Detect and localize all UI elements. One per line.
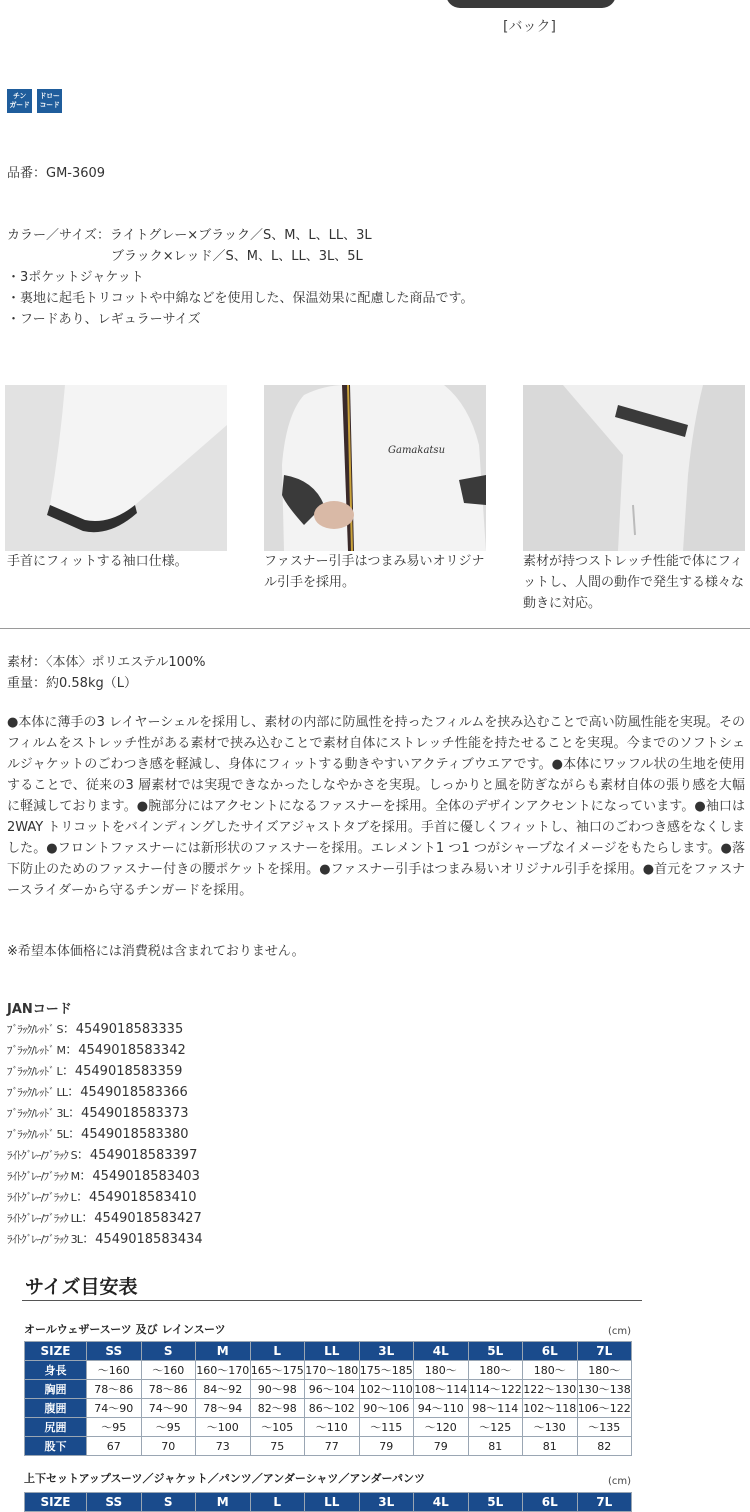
size-cell: 74～90	[87, 1399, 142, 1418]
size-cell: 79	[359, 1437, 414, 1456]
size-header-cell: 5L	[468, 1342, 523, 1361]
size-header-cell: 3L	[359, 1342, 414, 1361]
cuff-detail-image	[5, 385, 227, 551]
size-header-cell: 3L	[359, 1493, 414, 1512]
size-header-cell: 4L	[414, 1342, 469, 1361]
zipper-detail-image	[264, 385, 486, 551]
size-cell: 160～170	[196, 1361, 251, 1380]
size-row-label: 胸囲	[25, 1380, 87, 1399]
back-view-caption: [バック]	[503, 19, 556, 35]
size-header-cell: 5L	[468, 1493, 523, 1512]
size-cell: 78～94	[196, 1399, 251, 1418]
size-table-2	[24, 1492, 632, 1512]
chin-guard-badge-icon: チン ガード	[7, 89, 32, 113]
size-guide-title: サイズ目安表	[25, 1276, 138, 1298]
size-cell: 70	[141, 1437, 196, 1456]
jan-row: ﾌﾞﾗｯｸ/ﾚｯﾄﾞ 3L：4549018583373	[7, 1106, 189, 1121]
size-header-cell: 7L	[577, 1342, 632, 1361]
size-cell: 122～130	[523, 1380, 578, 1399]
feature-item: ・3ポケットジャケット	[7, 270, 144, 285]
size-header-cell: S	[141, 1493, 196, 1512]
size-table-1-title: オールウェザースーツ 及び レインスーツ	[24, 1323, 226, 1336]
jan-title: JANコード	[7, 1002, 72, 1017]
size-cell: 78～86	[141, 1380, 196, 1399]
weight-info: 重量：約0.58kg（L）	[7, 676, 137, 691]
size-header-cell: 6L	[523, 1342, 578, 1361]
size-cell: 90～98	[250, 1380, 305, 1399]
jan-row: ﾌﾞﾗｯｸ/ﾚｯﾄﾞ 5L：4549018583380	[7, 1127, 189, 1142]
size-table-row	[25, 1380, 632, 1399]
size-cell: 130～138	[577, 1380, 632, 1399]
size-guide-rule	[22, 1300, 642, 1301]
size-cell: 86～102	[305, 1399, 360, 1418]
size-cell: 67	[87, 1437, 142, 1456]
size-cell: ～100	[196, 1418, 251, 1437]
size-cell: 180～	[468, 1361, 523, 1380]
stretch-detail-image	[523, 385, 745, 551]
size-cell: ～95	[87, 1418, 142, 1437]
tax-note: ※希望本体価格には消費税は含まれておりません。	[7, 944, 305, 959]
size-cell: ～160	[87, 1361, 142, 1380]
jan-list	[7, 1019, 203, 1250]
size-cell: 114～122	[468, 1380, 523, 1399]
jan-row: ﾌﾞﾗｯｸ/ﾚｯﾄﾞ L：4549018583359	[7, 1064, 183, 1079]
feature-item: ・裏地に起毛トリコットや中綿などを使用した、保温効果に配慮した商品です。	[7, 291, 474, 306]
size-header-cell: SIZE	[25, 1342, 87, 1361]
product-description: ●本体に薄手の3 レイヤーシェルを採用し、素材の内部に防風性を持ったフィルムを挟み込むことで高い防風性能を実現。そのフィルムをストレッチ性がある素材で挟み込むことで素材自体にストレッチ性能を持たせることを実現。今までのソフトシェルジャケットのごわつき感を軽減し、身体にフィットする動きやすいアクティブウエアです。●本体にワッフル状の生地を使用することで、従来の3 層素材では実現できなかったしなやかさを実現。しっかりと風を防ぎながらも素材自体の張り感を大幅に軽減しております。●腕部分にはアクセントになるファスナーを採用。全体のデザインアクセントになっています。●袖口は2WAY トリコットをバインディングしたサイズアジャストタブを採用。手首に優しくフィットし、袖口のごわつき感をなくしました。●フロントファスナーには新形状のファスナーを採用。エレメント1 つ1 つがシャープなイメージをもたらします。●落下防止のためのファスナー付きの腰ポケットを採用。●ファスナー引手はつまみ易いオリジナル引手を採用。●首元をファスナースライダーから守るチンガードを採用。	[7, 715, 745, 898]
size-cell: 82	[577, 1437, 632, 1456]
size-table-row	[25, 1361, 632, 1380]
size-header-cell: 4L	[414, 1493, 469, 1512]
size-cell: 102～110	[359, 1380, 414, 1399]
size-cell: 79	[414, 1437, 469, 1456]
size-cell: 77	[305, 1437, 360, 1456]
size-cell: 180～	[523, 1361, 578, 1380]
size-header-cell: SIZE	[25, 1493, 87, 1512]
zipper-detail-caption: ファスナー引手はつまみ易いオリジナル引手を採用。	[264, 554, 485, 590]
feature-item: ・フードあり、レギュラーサイズ	[7, 312, 201, 327]
size-header-cell: LL	[305, 1493, 360, 1512]
size-cell: 78～86	[87, 1380, 142, 1399]
size-cell: 81	[468, 1437, 523, 1456]
jan-row: ﾗｲﾄｸﾞﾚｰ/ﾌﾞﾗｯｸ M：4549018583403	[7, 1169, 200, 1184]
size-header-cell: M	[196, 1342, 251, 1361]
size-cell: 180～	[414, 1361, 469, 1380]
color-size-line-2: ブラック×レッド／S、M、L、LL、3L、5L	[111, 249, 363, 264]
size-table-1	[24, 1341, 632, 1456]
jan-row: ﾗｲﾄｸﾞﾚｰ/ﾌﾞﾗｯｸ LL：4549018583427	[7, 1211, 202, 1226]
jan-row: ﾌﾞﾗｯｸ/ﾚｯﾄﾞ LL：4549018583366	[7, 1085, 188, 1100]
size-cell: ～135	[577, 1418, 632, 1437]
size-cell: 175～185	[359, 1361, 414, 1380]
jan-row: ﾗｲﾄｸﾞﾚｰ/ﾌﾞﾗｯｸ L：4549018583410	[7, 1190, 197, 1205]
jan-row: ﾗｲﾄｸﾞﾚｰ/ﾌﾞﾗｯｸ 3L：4549018583434	[7, 1232, 203, 1247]
size-header-cell: 6L	[523, 1493, 578, 1512]
size-cell: 75	[250, 1437, 305, 1456]
size-cell: 170～180	[305, 1361, 360, 1380]
color-size-line-1: カラー／サイズ：ライトグレー×ブラック／S、M、L、LL、3L	[7, 228, 372, 243]
size-row-label: 身長	[25, 1361, 87, 1380]
size-header-cell: L	[250, 1342, 305, 1361]
size-cell: 90～106	[359, 1399, 414, 1418]
size-cell: ～115	[359, 1418, 414, 1437]
jan-row: ﾌﾞﾗｯｸ/ﾚｯﾄﾞ S：4549018583335	[7, 1022, 184, 1037]
size-header-cell: SS	[87, 1342, 142, 1361]
brand-logo: Gamakatsu	[388, 445, 446, 456]
size-cell: 73	[196, 1437, 251, 1456]
size-cell: ～125	[468, 1418, 523, 1437]
size-row-label: 腹囲	[25, 1399, 87, 1418]
size-header-cell: M	[196, 1493, 251, 1512]
size-cell: 82～98	[250, 1399, 305, 1418]
size-table-header-row	[25, 1342, 632, 1361]
draw-cord-badge-icon: ドロー コード	[37, 89, 62, 113]
size-table-2-title: 上下セットアップスーツ／ジャケット／パンツ／アンダーシャツ／アンダーパンツ	[24, 1472, 425, 1485]
jan-row: ﾗｲﾄｸﾞﾚｰ/ﾌﾞﾗｯｸ S：4549018583397	[7, 1148, 198, 1163]
size-table-row	[25, 1418, 632, 1437]
size-cell: 165～175	[250, 1361, 305, 1380]
size-header-cell: L	[250, 1493, 305, 1512]
product-number: 品番：GM-3609	[7, 166, 106, 181]
size-row-label: 尻囲	[25, 1418, 87, 1437]
material-info: 素材：〈本体〉ポリエステル100%	[7, 655, 206, 670]
back-view-image	[446, 0, 616, 8]
stretch-detail-caption: 素材が持つストレッチ性能で体にフィットし、人間の動作で発生する様々な動きに対応。	[523, 554, 745, 611]
size-cell: 106～122	[577, 1399, 632, 1418]
size-table-row	[25, 1437, 632, 1456]
size-header-cell: SS	[87, 1493, 142, 1512]
jan-row: ﾌﾞﾗｯｸ/ﾚｯﾄﾞ M：4549018583342	[7, 1043, 186, 1058]
size-table-header-row	[25, 1493, 632, 1512]
size-cell: 98～114	[468, 1399, 523, 1418]
size-cell: 81	[523, 1437, 578, 1456]
size-header-cell: LL	[305, 1342, 360, 1361]
size-header-cell: S	[141, 1342, 196, 1361]
size-table-1-unit: (cm)	[608, 1326, 632, 1337]
size-cell: 108～114	[414, 1380, 469, 1399]
size-table-row	[25, 1399, 632, 1418]
size-cell: ～160	[141, 1361, 196, 1380]
size-cell: 102～118	[523, 1399, 578, 1418]
size-cell: 94～110	[414, 1399, 469, 1418]
section-divider	[0, 628, 750, 629]
size-cell: ～130	[523, 1418, 578, 1437]
size-table-2-unit: (cm)	[608, 1476, 632, 1487]
size-cell: 180～	[577, 1361, 632, 1380]
size-cell: ～95	[141, 1418, 196, 1437]
size-row-label: 股下	[25, 1437, 87, 1456]
size-cell: 96～104	[305, 1380, 360, 1399]
size-cell: ～120	[414, 1418, 469, 1437]
size-cell: ～110	[305, 1418, 360, 1437]
size-cell: ～105	[250, 1418, 305, 1437]
size-header-cell: 7L	[577, 1493, 632, 1512]
size-cell: 74～90	[141, 1399, 196, 1418]
size-cell: 84～92	[196, 1380, 251, 1399]
cuff-detail-caption: 手首にフィットする袖口仕様。	[7, 554, 188, 569]
